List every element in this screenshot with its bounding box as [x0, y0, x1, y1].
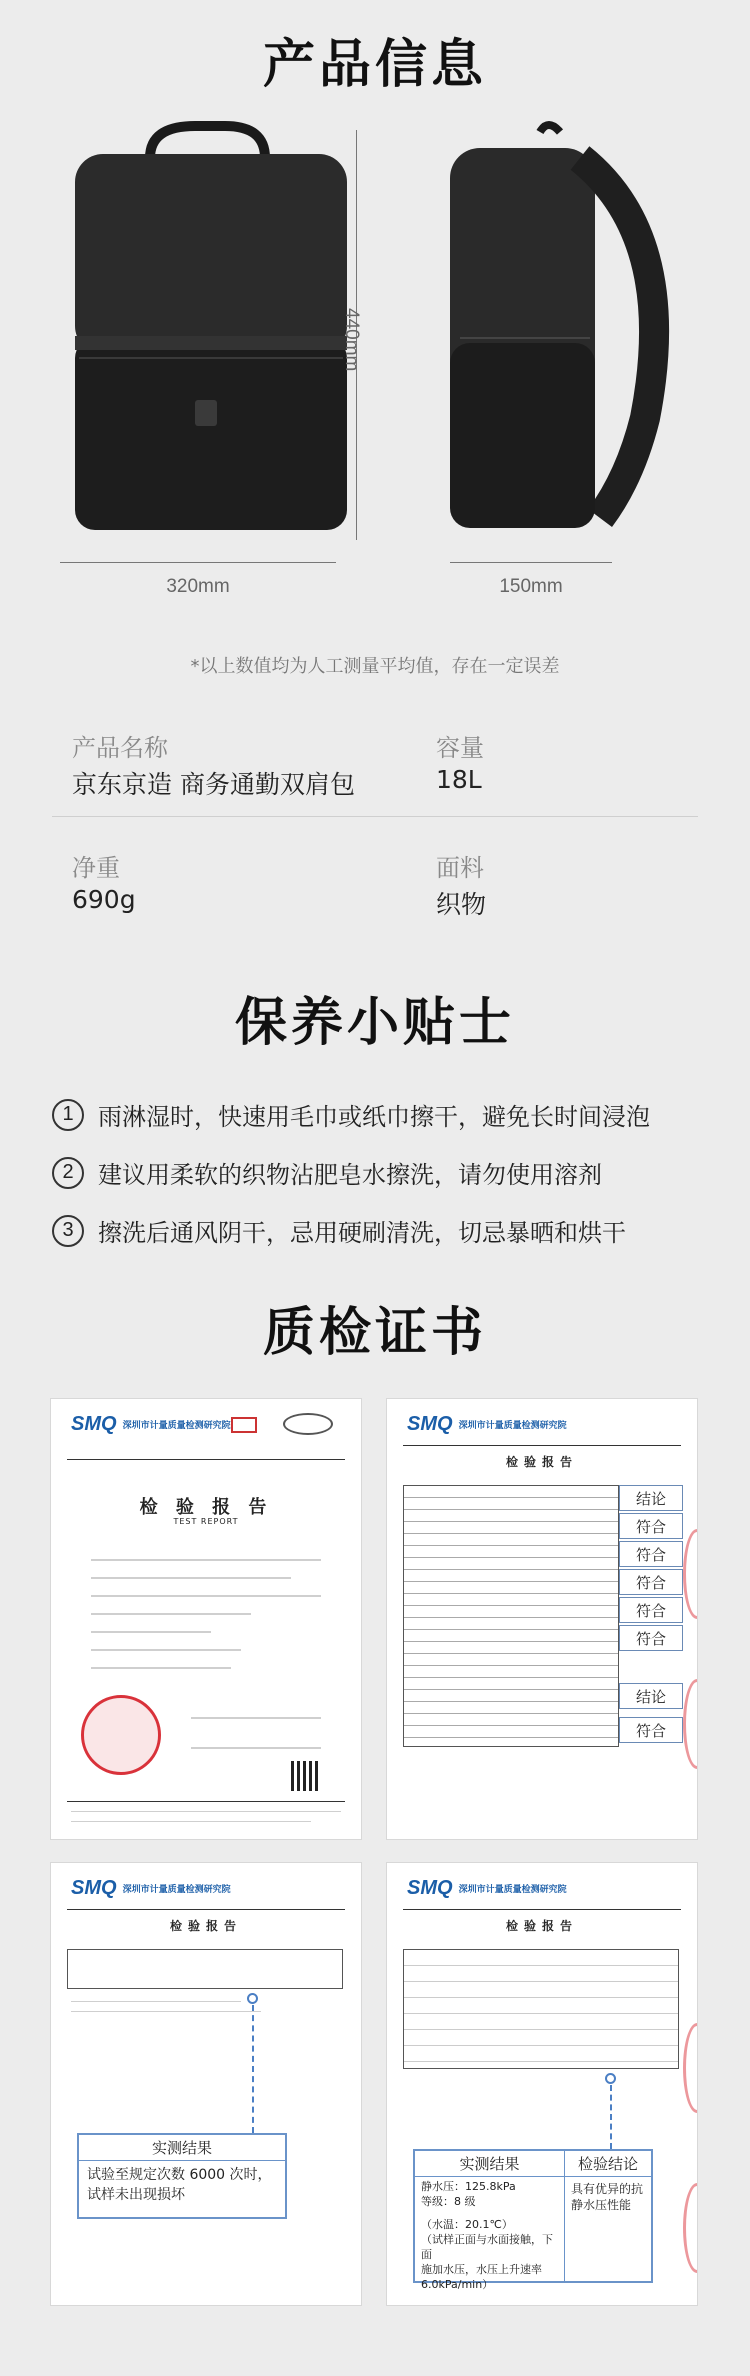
text-line	[91, 1667, 231, 1669]
measurement-note: *以上数值均为人工测量平均值，存在一定误差	[190, 656, 560, 677]
results-table	[403, 1485, 619, 1747]
seal-edge-icon	[683, 2183, 698, 2273]
cert-header-rule	[67, 1909, 345, 1910]
smq-logo: SMQ	[71, 1877, 117, 1899]
signature-line	[191, 1717, 321, 1719]
callout-head: 检验结论	[565, 2151, 651, 2177]
institute-name: 深圳市计量质量检测研究院	[122, 1885, 231, 1895]
cert-header-rule	[67, 1459, 345, 1460]
spec-label-capacity: 容量	[436, 734, 484, 762]
backpack-front-image	[55, 118, 355, 548]
verdict-cell: 结论	[619, 1683, 683, 1709]
care-tip-1	[52, 1097, 650, 1132]
results-table	[403, 1949, 679, 2069]
callout-line-2: 试样未出现损坏	[87, 2187, 185, 2203]
text-line	[91, 1649, 241, 1651]
care-tip-3	[52, 1213, 626, 1248]
depth-dimension-line	[450, 562, 612, 563]
depth-dimension-label: 150mm	[499, 576, 563, 597]
tip-number-3: 3	[52, 1215, 84, 1247]
institute-name: 深圳市计量质量检测研究院	[458, 1885, 567, 1895]
spec-label-weight: 净重	[72, 854, 120, 882]
cover-title: 检 验 报 告	[139, 1497, 273, 1518]
cover-subtitle: TEST REPORT	[173, 1517, 239, 1526]
callout-line: 6.0kPa/min）	[421, 2278, 494, 2291]
care-tip-2	[52, 1155, 602, 1190]
callout-line: 施加水压，水压上升速率	[421, 2263, 542, 2276]
spec-value-weight: 690g	[72, 885, 136, 914]
results-table	[67, 1949, 343, 1989]
verdict-cell: 符合	[619, 1625, 683, 1651]
text-line	[91, 1559, 321, 1561]
qc-certificate-results	[386, 1398, 698, 1840]
cert-header	[407, 1877, 567, 1900]
width-dimension-line	[60, 562, 336, 563]
cnas-mark-icon	[283, 1413, 333, 1435]
institute-name: 深圳市计量质量检测研究院	[122, 1421, 231, 1431]
tip-number-1: 1	[52, 1099, 84, 1131]
text-line	[91, 1613, 251, 1615]
qr-code-icon	[291, 1761, 321, 1791]
tip-text-3: 擦洗后通风阴干，忌用硬刷清洗，切忌暴晒和烘干	[98, 1219, 626, 1247]
height-dimension-label: 440mm	[341, 308, 362, 372]
callout-result: 具有优异的抗静水压性能	[571, 2182, 644, 2212]
backpack-side-image	[430, 118, 670, 548]
report-title: 检验报告	[169, 1919, 242, 1933]
footer-text-line	[71, 1821, 311, 1822]
callout-head: 实测结果	[79, 2135, 285, 2161]
cert-header	[407, 1413, 567, 1436]
qc-certificate-water-test	[386, 1862, 698, 2306]
smq-logo: SMQ	[407, 1413, 453, 1435]
callout-pin-icon	[247, 1993, 258, 2004]
text-line	[71, 2011, 261, 2012]
width-dimension-label: 320mm	[166, 576, 230, 597]
callout-line: 等级：8 级	[421, 2195, 476, 2208]
signature-line	[191, 1747, 321, 1749]
cert-footer-rule	[67, 1801, 345, 1802]
tip-text-2: 建议用柔软的织物沾肥皂水擦洗，请勿使用溶剂	[98, 1161, 602, 1189]
verdict-cell: 结论	[619, 1485, 683, 1511]
callout-connector	[252, 2005, 254, 2133]
cert-header	[71, 1877, 231, 1900]
smq-logo: SMQ	[407, 1877, 453, 1899]
text-line	[71, 2001, 241, 2002]
callout-pin-icon	[605, 2073, 616, 2084]
spec-value-fabric: 织物	[436, 890, 487, 919]
text-line	[91, 1595, 321, 1597]
seal-edge-icon	[683, 2023, 698, 2113]
callout-line: （试样正面与水面接触，下面	[421, 2233, 553, 2261]
seal-edge-icon	[683, 1529, 698, 1619]
callout-line: 静水压：125.8kPa	[421, 2180, 516, 2193]
official-seal-icon	[81, 1695, 161, 1775]
spec-value-name: 京东京造 商务通勤双肩包	[72, 770, 355, 799]
water-test-callout	[413, 2149, 653, 2291]
spec-value-capacity: 18L	[436, 765, 482, 794]
cert-header-rule	[403, 1445, 681, 1446]
report-title: 检验报告	[505, 1455, 578, 1469]
tip-number-2: 2	[52, 1157, 84, 1189]
qc-certificate-wear-test	[50, 1862, 362, 2306]
verdict-cell: 符合	[619, 1717, 683, 1743]
wear-test-callout	[77, 2133, 287, 2219]
section-title-product-info: 产品信息	[262, 35, 487, 95]
report-title: 检验报告	[505, 1919, 578, 1933]
cert-header-rule	[403, 1909, 681, 1910]
tip-text-1: 雨淋湿时，快速用毛巾或纸巾擦干，避免长时间浸泡	[98, 1103, 650, 1131]
spec-label-fabric: 面料	[436, 854, 484, 882]
spec-divider	[52, 816, 698, 817]
callout-line-1: 试验至规定次数 6000 次时，	[87, 2167, 272, 2183]
footer-text-line	[71, 1811, 341, 1812]
text-line	[91, 1631, 211, 1633]
section-title-care: 保养小贴士	[234, 993, 515, 1053]
verdict-cell: 符合	[619, 1541, 683, 1567]
callout-head: 实测结果	[415, 2151, 564, 2177]
callout-connector	[610, 2085, 612, 2149]
smq-logo: SMQ	[71, 1413, 117, 1435]
section-title-qc: 质检证书	[262, 1303, 487, 1363]
verdict-cell: 符合	[619, 1513, 683, 1539]
cert-header	[71, 1413, 231, 1436]
verdict-cell: 符合	[619, 1597, 683, 1623]
callout-line: （水温：20.1℃）	[421, 2218, 513, 2231]
seal-edge-icon	[683, 1679, 698, 1769]
verdict-cell: 符合	[619, 1569, 683, 1595]
spec-label-name: 产品名称	[72, 734, 168, 762]
qc-certificate-cover	[50, 1398, 362, 1840]
institute-name: 深圳市计量质量检测研究院	[458, 1421, 567, 1431]
cma-mark-icon	[231, 1417, 257, 1433]
text-line	[91, 1577, 291, 1579]
